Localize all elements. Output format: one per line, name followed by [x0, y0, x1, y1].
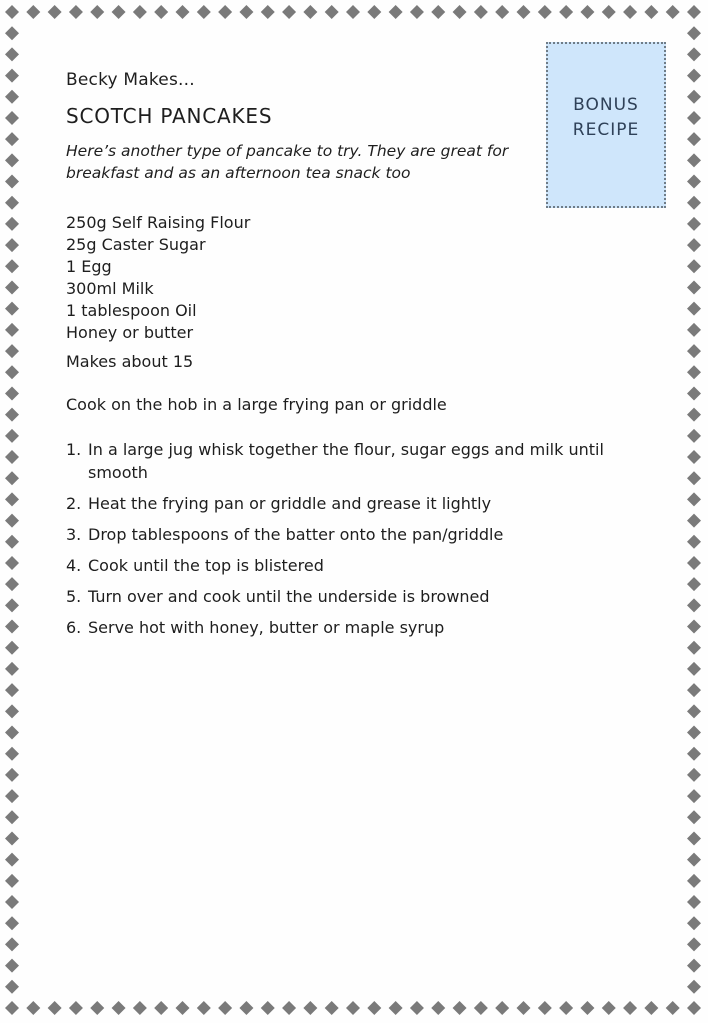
border-diamond	[69, 1001, 83, 1015]
border-diamond	[687, 895, 701, 909]
border-diamond	[687, 492, 701, 506]
border-diamond	[687, 302, 701, 316]
border-diamond	[602, 1001, 616, 1015]
method-step	[66, 585, 606, 608]
border-diamond	[346, 1001, 360, 1015]
border-diamond	[495, 5, 509, 19]
border-diamond	[431, 5, 445, 19]
border-diamond	[580, 1001, 594, 1015]
ingredient-item: 250g Self Raising Flour	[66, 213, 251, 232]
border-diamond	[666, 1001, 680, 1015]
border-diamond	[687, 535, 701, 549]
border-diamond	[5, 408, 19, 422]
border-diamond	[687, 26, 701, 40]
method-step	[66, 438, 606, 484]
border-diamond	[5, 704, 19, 718]
border-diamond	[687, 132, 701, 146]
border-diamond	[5, 365, 19, 379]
border-diamond	[261, 5, 275, 19]
border-diamond	[474, 1001, 488, 1015]
border-diamond	[5, 598, 19, 612]
method-step	[66, 616, 606, 639]
border-diamond	[5, 577, 19, 591]
border-diamond	[559, 5, 573, 19]
ingredient-item: 1 Egg	[66, 257, 112, 276]
border-diamond	[239, 1001, 253, 1015]
border-diamond	[580, 5, 594, 19]
border-diamond	[197, 1001, 211, 1015]
border-diamond	[5, 895, 19, 909]
border-diamond	[687, 323, 701, 337]
step-text: Turn over and cook until the underside is browned	[88, 587, 490, 606]
recipe-content	[66, 70, 626, 647]
recipe-intro: Here’s another type of pancake to try. They are great for breakfast and as an afternoon tea snack too	[66, 142, 509, 182]
border-diamond	[687, 556, 701, 570]
border-diamond	[5, 450, 19, 464]
border-diamond	[687, 471, 701, 485]
border-diamond	[282, 1001, 296, 1015]
border-diamond	[687, 620, 701, 634]
border-diamond	[389, 1001, 403, 1015]
border-diamond	[644, 1001, 658, 1015]
border-diamond	[517, 5, 531, 19]
border-diamond	[218, 1001, 232, 1015]
border-diamond	[5, 514, 19, 528]
border-diamond	[90, 1001, 104, 1015]
border-diamond	[687, 831, 701, 845]
border-diamond	[282, 5, 296, 19]
ingredient-item: 300ml Milk	[66, 279, 154, 298]
border-diamond	[5, 959, 19, 973]
border-diamond	[5, 620, 19, 634]
border-diamond	[5, 831, 19, 845]
border-diamond	[5, 789, 19, 803]
border-diamond	[687, 259, 701, 273]
border-diamond	[5, 768, 19, 782]
border-diamond	[602, 5, 616, 19]
border-diamond	[495, 1001, 509, 1015]
ingredient-item: Honey or butter	[66, 323, 194, 342]
border-diamond	[687, 90, 701, 104]
border-diamond	[154, 1001, 168, 1015]
step-number: 4.	[66, 556, 82, 575]
border-diamond	[5, 153, 19, 167]
border-diamond	[69, 5, 83, 19]
border-diamond	[133, 5, 147, 19]
border-diamond	[5, 471, 19, 485]
border-diamond	[687, 238, 701, 252]
border-diamond	[687, 747, 701, 761]
border-diamond	[5, 937, 19, 951]
border-diamond	[5, 132, 19, 146]
border-diamond	[48, 5, 62, 19]
border-diamond	[453, 1001, 467, 1015]
border-diamond	[5, 747, 19, 761]
border-diamond	[453, 5, 467, 19]
border-diamond	[5, 429, 19, 443]
border-diamond	[687, 196, 701, 210]
border-diamond	[687, 175, 701, 189]
border-diamond	[133, 1001, 147, 1015]
step-number: 3.	[66, 525, 82, 544]
border-diamond	[687, 937, 701, 951]
border-diamond	[559, 1001, 573, 1015]
border-diamond	[687, 217, 701, 231]
step-text: Drop tablespoons of the batter onto the pan/griddle	[88, 525, 504, 544]
border-diamond	[410, 5, 424, 19]
cooking-note: Cook on the hob in a large frying pan or griddle	[66, 395, 447, 414]
border-diamond	[687, 810, 701, 824]
border-diamond	[5, 726, 19, 740]
border-diamond	[687, 704, 701, 718]
ingredient-item: 25g Caster Sugar	[66, 235, 206, 254]
border-diamond	[26, 5, 40, 19]
border-diamond	[5, 916, 19, 930]
border-diamond	[687, 153, 701, 167]
border-diamond	[5, 492, 19, 506]
border-diamond	[5, 1001, 19, 1015]
border-diamond	[5, 980, 19, 994]
step-text: Serve hot with honey, butter or maple syrup	[88, 618, 445, 637]
border-diamond	[623, 5, 637, 19]
border-diamond	[687, 429, 701, 443]
border-diamond	[303, 5, 317, 19]
method-step	[66, 523, 606, 546]
border-diamond	[687, 408, 701, 422]
method-step	[66, 554, 606, 577]
border-diamond	[26, 1001, 40, 1015]
border-diamond	[517, 1001, 531, 1015]
border-diamond	[5, 662, 19, 676]
border-diamond	[687, 789, 701, 803]
bonus-recipe-badge	[546, 42, 666, 208]
border-diamond	[687, 577, 701, 591]
border-diamond	[687, 641, 701, 655]
border-diamond	[176, 5, 190, 19]
border-diamond	[687, 450, 701, 464]
border-diamond	[5, 196, 19, 210]
border-diamond	[5, 90, 19, 104]
border-diamond	[5, 535, 19, 549]
border-diamond	[5, 556, 19, 570]
step-text: Heat the frying pan or griddle and grease it lightly	[88, 494, 492, 513]
border-diamond	[389, 5, 403, 19]
border-diamond	[367, 5, 381, 19]
border-diamond	[687, 47, 701, 61]
border-diamond	[687, 768, 701, 782]
border-diamond	[687, 598, 701, 612]
step-number: 6.	[66, 618, 82, 637]
step-number: 2.	[66, 494, 82, 513]
border-diamond	[687, 959, 701, 973]
border-diamond	[538, 5, 552, 19]
border-diamond	[687, 662, 701, 676]
border-diamond	[48, 1001, 62, 1015]
border-diamond	[5, 47, 19, 61]
step-text: Cook until the top is blistered	[88, 556, 324, 575]
border-diamond	[5, 280, 19, 294]
border-diamond	[5, 217, 19, 231]
border-diamond	[5, 323, 19, 337]
border-diamond	[687, 514, 701, 528]
border-diamond	[5, 683, 19, 697]
step-text: In a large jug whisk together the flour, sugar eggs and milk until smooth	[88, 440, 604, 482]
recipe-subtitle: Becky Makes...	[66, 70, 195, 90]
border-diamond	[5, 874, 19, 888]
step-number: 1.	[66, 440, 82, 459]
ingredient-list	[66, 212, 626, 344]
border-diamond	[687, 874, 701, 888]
border-diamond	[5, 26, 19, 40]
border-diamond	[5, 111, 19, 125]
border-diamond	[5, 386, 19, 400]
border-diamond	[687, 5, 701, 19]
border-diamond	[687, 980, 701, 994]
border-diamond	[197, 5, 211, 19]
border-diamond	[5, 175, 19, 189]
bonus-badge-line1: BONUS	[573, 95, 639, 115]
border-diamond	[687, 726, 701, 740]
border-diamond	[644, 5, 658, 19]
border-diamond	[5, 302, 19, 316]
step-number: 5.	[66, 587, 82, 606]
yield-text: Makes about 15	[66, 352, 194, 371]
bonus-badge-line2: RECIPE	[572, 120, 640, 140]
border-diamond	[5, 238, 19, 252]
border-diamond	[687, 683, 701, 697]
border-diamond	[687, 386, 701, 400]
border-diamond	[325, 5, 339, 19]
border-diamond	[687, 853, 701, 867]
border-diamond	[410, 1001, 424, 1015]
border-diamond	[538, 1001, 552, 1015]
border-diamond	[474, 5, 488, 19]
border-diamond	[687, 69, 701, 83]
border-diamond	[687, 111, 701, 125]
border-diamond	[687, 344, 701, 358]
method-step	[66, 492, 606, 515]
border-diamond	[239, 5, 253, 19]
border-diamond	[5, 810, 19, 824]
border-diamond	[666, 5, 680, 19]
method-steps	[66, 438, 606, 639]
border-diamond	[346, 5, 360, 19]
border-diamond	[687, 280, 701, 294]
border-diamond	[218, 5, 232, 19]
border-diamond	[112, 5, 126, 19]
border-diamond	[687, 365, 701, 379]
border-diamond	[5, 259, 19, 273]
border-diamond	[5, 344, 19, 358]
border-diamond	[154, 5, 168, 19]
border-diamond	[687, 916, 701, 930]
recipe-title: SCOTCH PANCAKES	[66, 104, 273, 128]
border-diamond	[303, 1001, 317, 1015]
border-diamond	[112, 1001, 126, 1015]
border-diamond	[90, 5, 104, 19]
border-diamond	[623, 1001, 637, 1015]
border-diamond	[431, 1001, 445, 1015]
border-diamond	[261, 1001, 275, 1015]
border-diamond	[5, 69, 19, 83]
border-diamond	[176, 1001, 190, 1015]
border-diamond	[5, 853, 19, 867]
border-diamond	[325, 1001, 339, 1015]
border-diamond	[5, 5, 19, 19]
border-diamond	[687, 1001, 701, 1015]
border-diamond	[5, 641, 19, 655]
border-diamond	[367, 1001, 381, 1015]
ingredient-item: 1 tablespoon Oil	[66, 301, 197, 320]
